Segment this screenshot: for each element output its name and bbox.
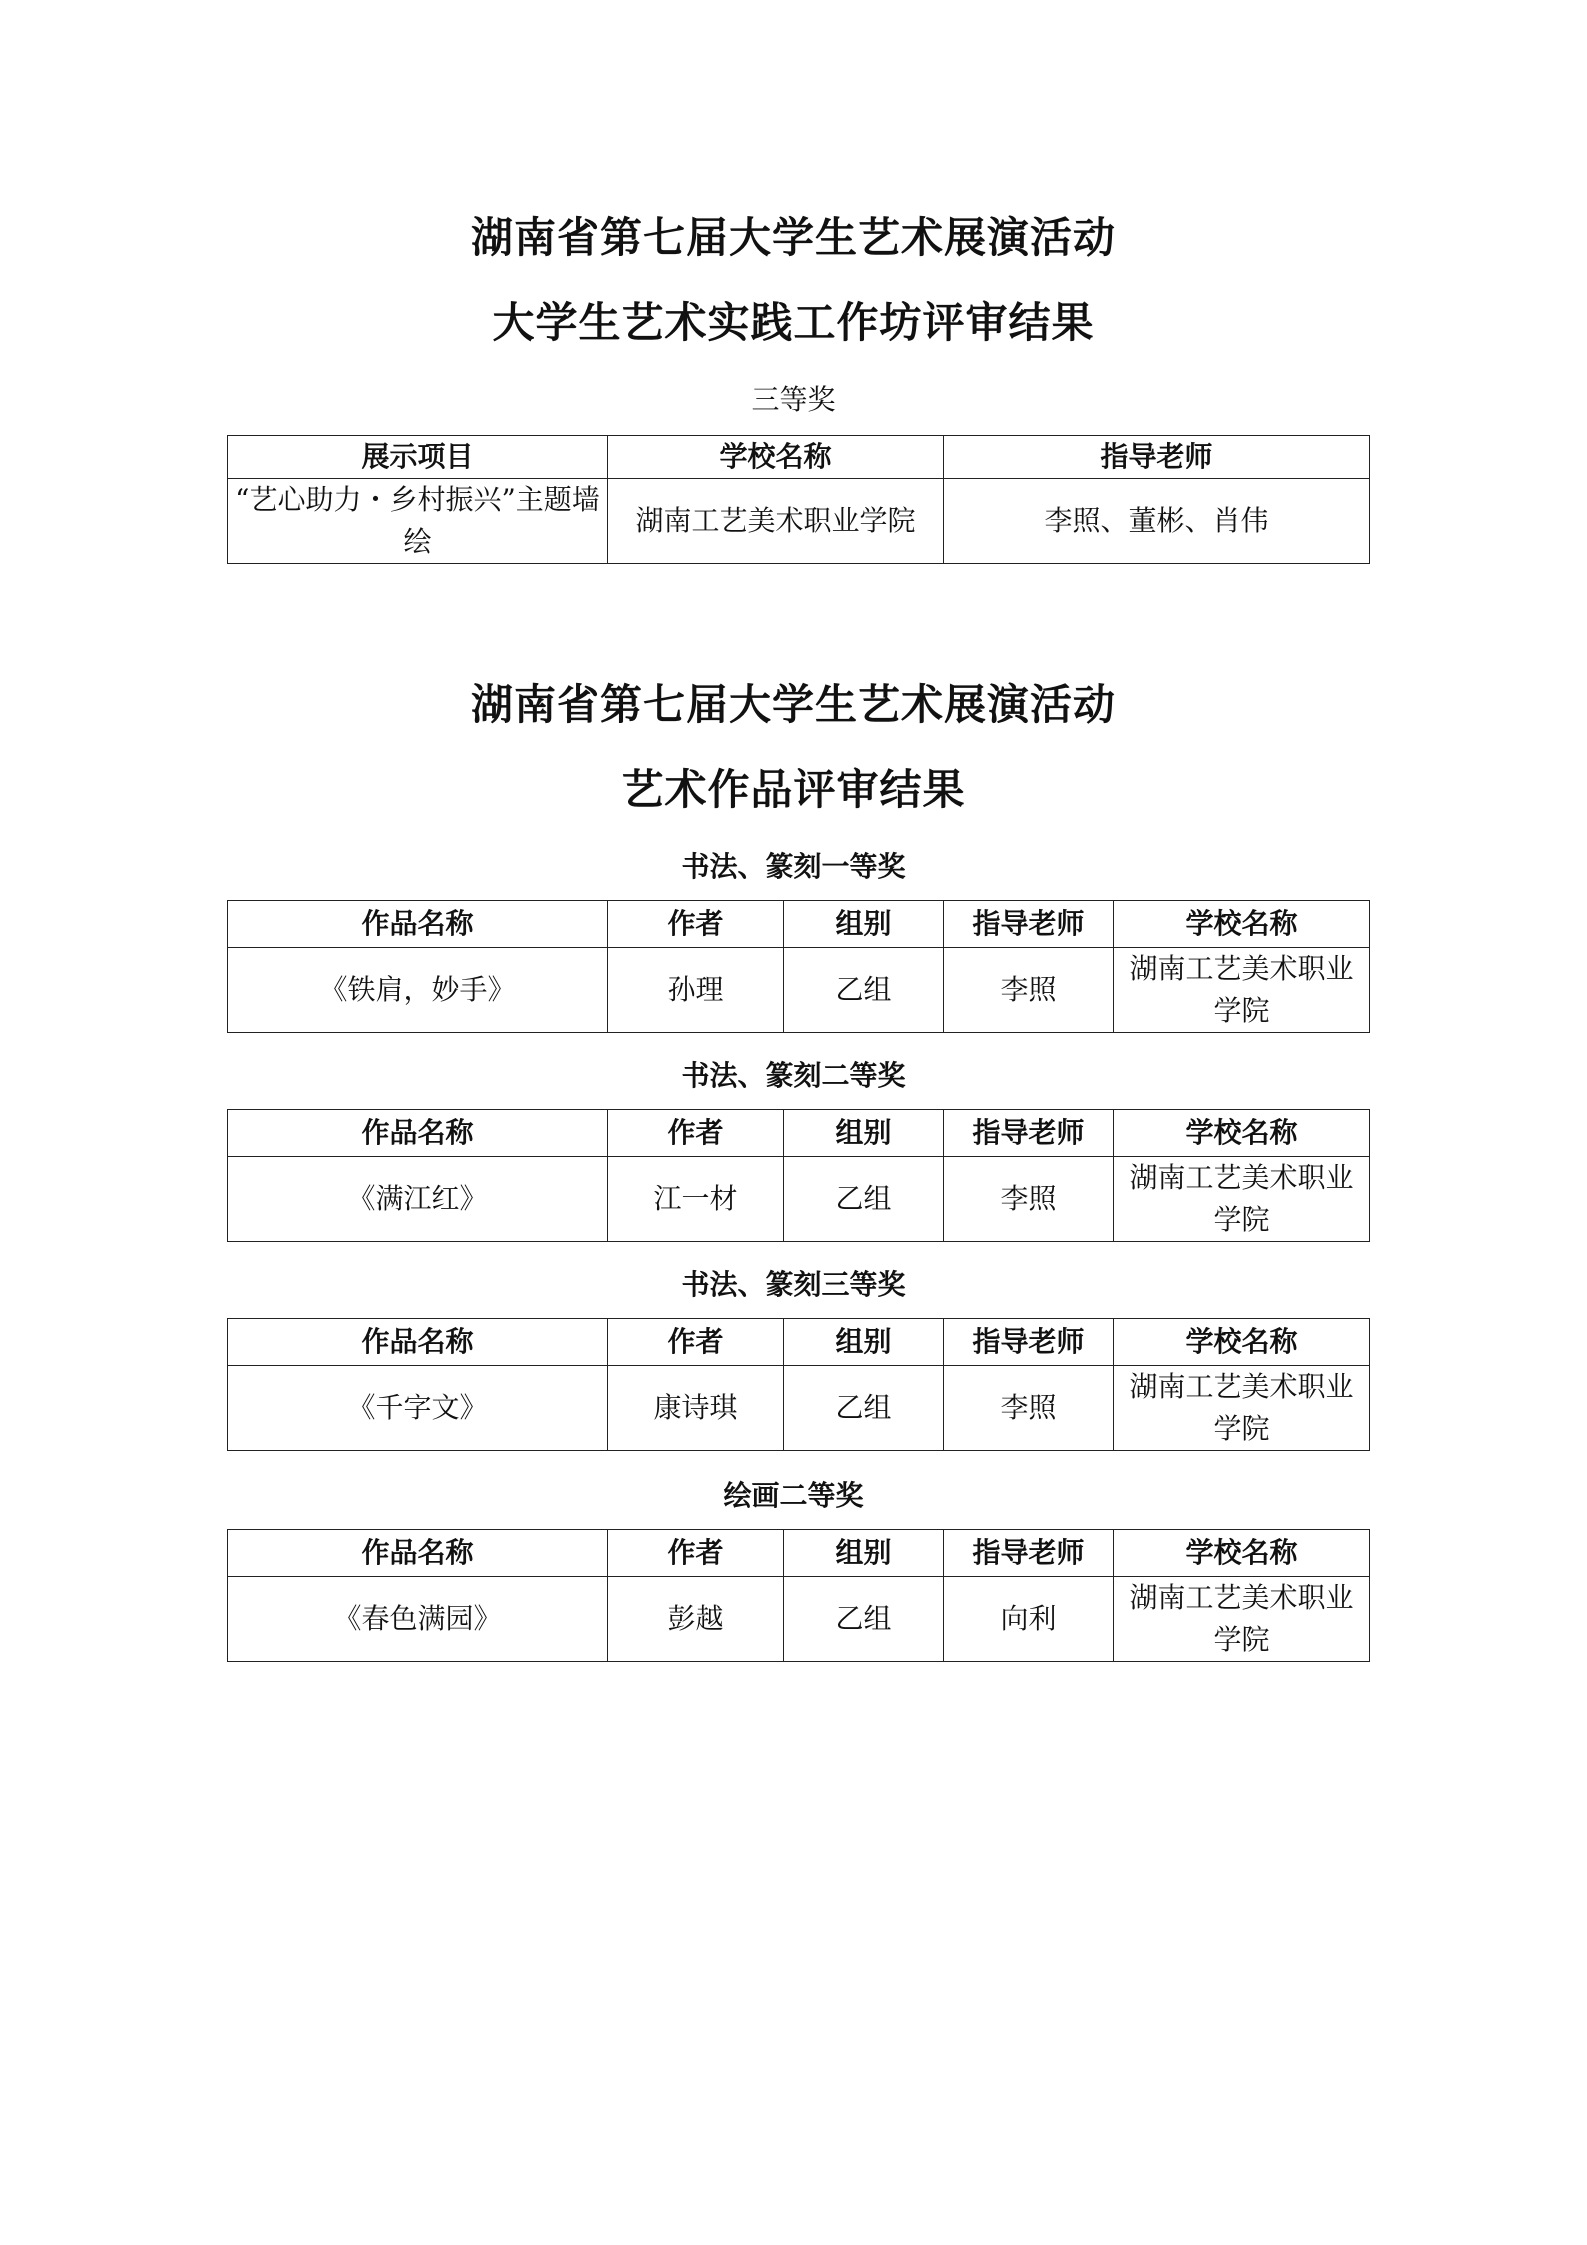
cell-group: 乙组 bbox=[784, 1157, 944, 1242]
header-author: 作者 bbox=[608, 1110, 784, 1157]
award-caption-calligraphy-third: 书法、篆刻三等奖 bbox=[681, 1268, 906, 1301]
section1-title-line1: 湖南省第七届大学生艺术展演活动 bbox=[470, 213, 1116, 262]
cell-teacher: 向利 bbox=[944, 1577, 1114, 1662]
header-project: 展示项目 bbox=[228, 436, 608, 479]
cell-group: 乙组 bbox=[784, 948, 944, 1033]
table-header-row bbox=[228, 1110, 1370, 1157]
cell-school: 湖南工艺美术职业学院 bbox=[608, 479, 944, 564]
cell-author: 孙理 bbox=[608, 948, 784, 1033]
cell-school: 湖南工艺美术职业学院 bbox=[1114, 1577, 1370, 1662]
section2-title-line2: 艺术作品评审结果 bbox=[621, 765, 966, 814]
header-school: 学校名称 bbox=[1114, 1530, 1370, 1577]
table-header-row bbox=[228, 901, 1370, 948]
cell-group: 乙组 bbox=[784, 1577, 944, 1662]
table-row bbox=[228, 479, 1370, 564]
header-work: 作品名称 bbox=[228, 901, 608, 948]
cell-teacher: 李照、董彬、肖伟 bbox=[944, 479, 1370, 564]
header-school: 学校名称 bbox=[608, 436, 944, 479]
cell-school: 湖南工艺美术职业学院 bbox=[1114, 1157, 1370, 1242]
header-school: 学校名称 bbox=[1114, 901, 1370, 948]
table-row bbox=[228, 1366, 1370, 1451]
cell-work: 《满江红》 bbox=[228, 1157, 608, 1242]
award-caption-painting-second: 绘画二等奖 bbox=[723, 1479, 864, 1512]
header-teacher: 指导老师 bbox=[944, 436, 1370, 479]
artwork-table-painting-second bbox=[227, 1529, 1370, 1662]
cell-project: “艺心助力・乡村振兴”主题墙绘 bbox=[228, 479, 608, 564]
table-header-row bbox=[228, 1530, 1370, 1577]
header-author: 作者 bbox=[608, 1530, 784, 1577]
header-group: 组别 bbox=[784, 1319, 944, 1366]
artwork-table-calligraphy-second bbox=[227, 1109, 1370, 1242]
section1-award-caption: 三等奖 bbox=[751, 383, 836, 416]
header-work: 作品名称 bbox=[228, 1319, 608, 1366]
header-work: 作品名称 bbox=[228, 1110, 608, 1157]
section1-title-line2: 大学生艺术实践工作坊评审结果 bbox=[492, 298, 1095, 347]
cell-school: 湖南工艺美术职业学院 bbox=[1114, 948, 1370, 1033]
table-row bbox=[228, 1577, 1370, 1662]
cell-teacher: 李照 bbox=[944, 948, 1114, 1033]
cell-work: 《春色满园》 bbox=[228, 1577, 608, 1662]
table-row bbox=[228, 1157, 1370, 1242]
header-author: 作者 bbox=[608, 1319, 784, 1366]
award-caption-calligraphy-first: 书法、篆刻一等奖 bbox=[681, 850, 906, 883]
header-school: 学校名称 bbox=[1114, 1319, 1370, 1366]
cell-teacher: 李照 bbox=[944, 1366, 1114, 1451]
cell-work: 《铁肩，妙手》 bbox=[228, 948, 608, 1033]
workshop-results-table bbox=[227, 435, 1370, 564]
header-teacher: 指导老师 bbox=[944, 1319, 1114, 1366]
header-teacher: 指导老师 bbox=[944, 1110, 1114, 1157]
section2-title-line1: 湖南省第七届大学生艺术展演活动 bbox=[470, 680, 1116, 729]
header-school: 学校名称 bbox=[1114, 1110, 1370, 1157]
header-group: 组别 bbox=[784, 1110, 944, 1157]
cell-teacher: 李照 bbox=[944, 1157, 1114, 1242]
table-row bbox=[228, 948, 1370, 1033]
table-header-row bbox=[228, 1319, 1370, 1366]
header-teacher: 指导老师 bbox=[944, 1530, 1114, 1577]
cell-school: 湖南工艺美术职业学院 bbox=[1114, 1366, 1370, 1451]
artwork-table-calligraphy-third bbox=[227, 1318, 1370, 1451]
cell-author: 康诗琪 bbox=[608, 1366, 784, 1451]
table-header-row bbox=[228, 436, 1370, 479]
header-group: 组别 bbox=[784, 1530, 944, 1577]
cell-work: 《千字文》 bbox=[228, 1366, 608, 1451]
header-teacher: 指导老师 bbox=[944, 901, 1114, 948]
header-group: 组别 bbox=[784, 901, 944, 948]
cell-author: 江一材 bbox=[608, 1157, 784, 1242]
header-author: 作者 bbox=[608, 901, 784, 948]
artwork-table-calligraphy-first bbox=[227, 900, 1370, 1033]
header-work: 作品名称 bbox=[228, 1530, 608, 1577]
cell-group: 乙组 bbox=[784, 1366, 944, 1451]
cell-author: 彭越 bbox=[608, 1577, 784, 1662]
award-caption-calligraphy-second: 书法、篆刻二等奖 bbox=[681, 1059, 906, 1092]
